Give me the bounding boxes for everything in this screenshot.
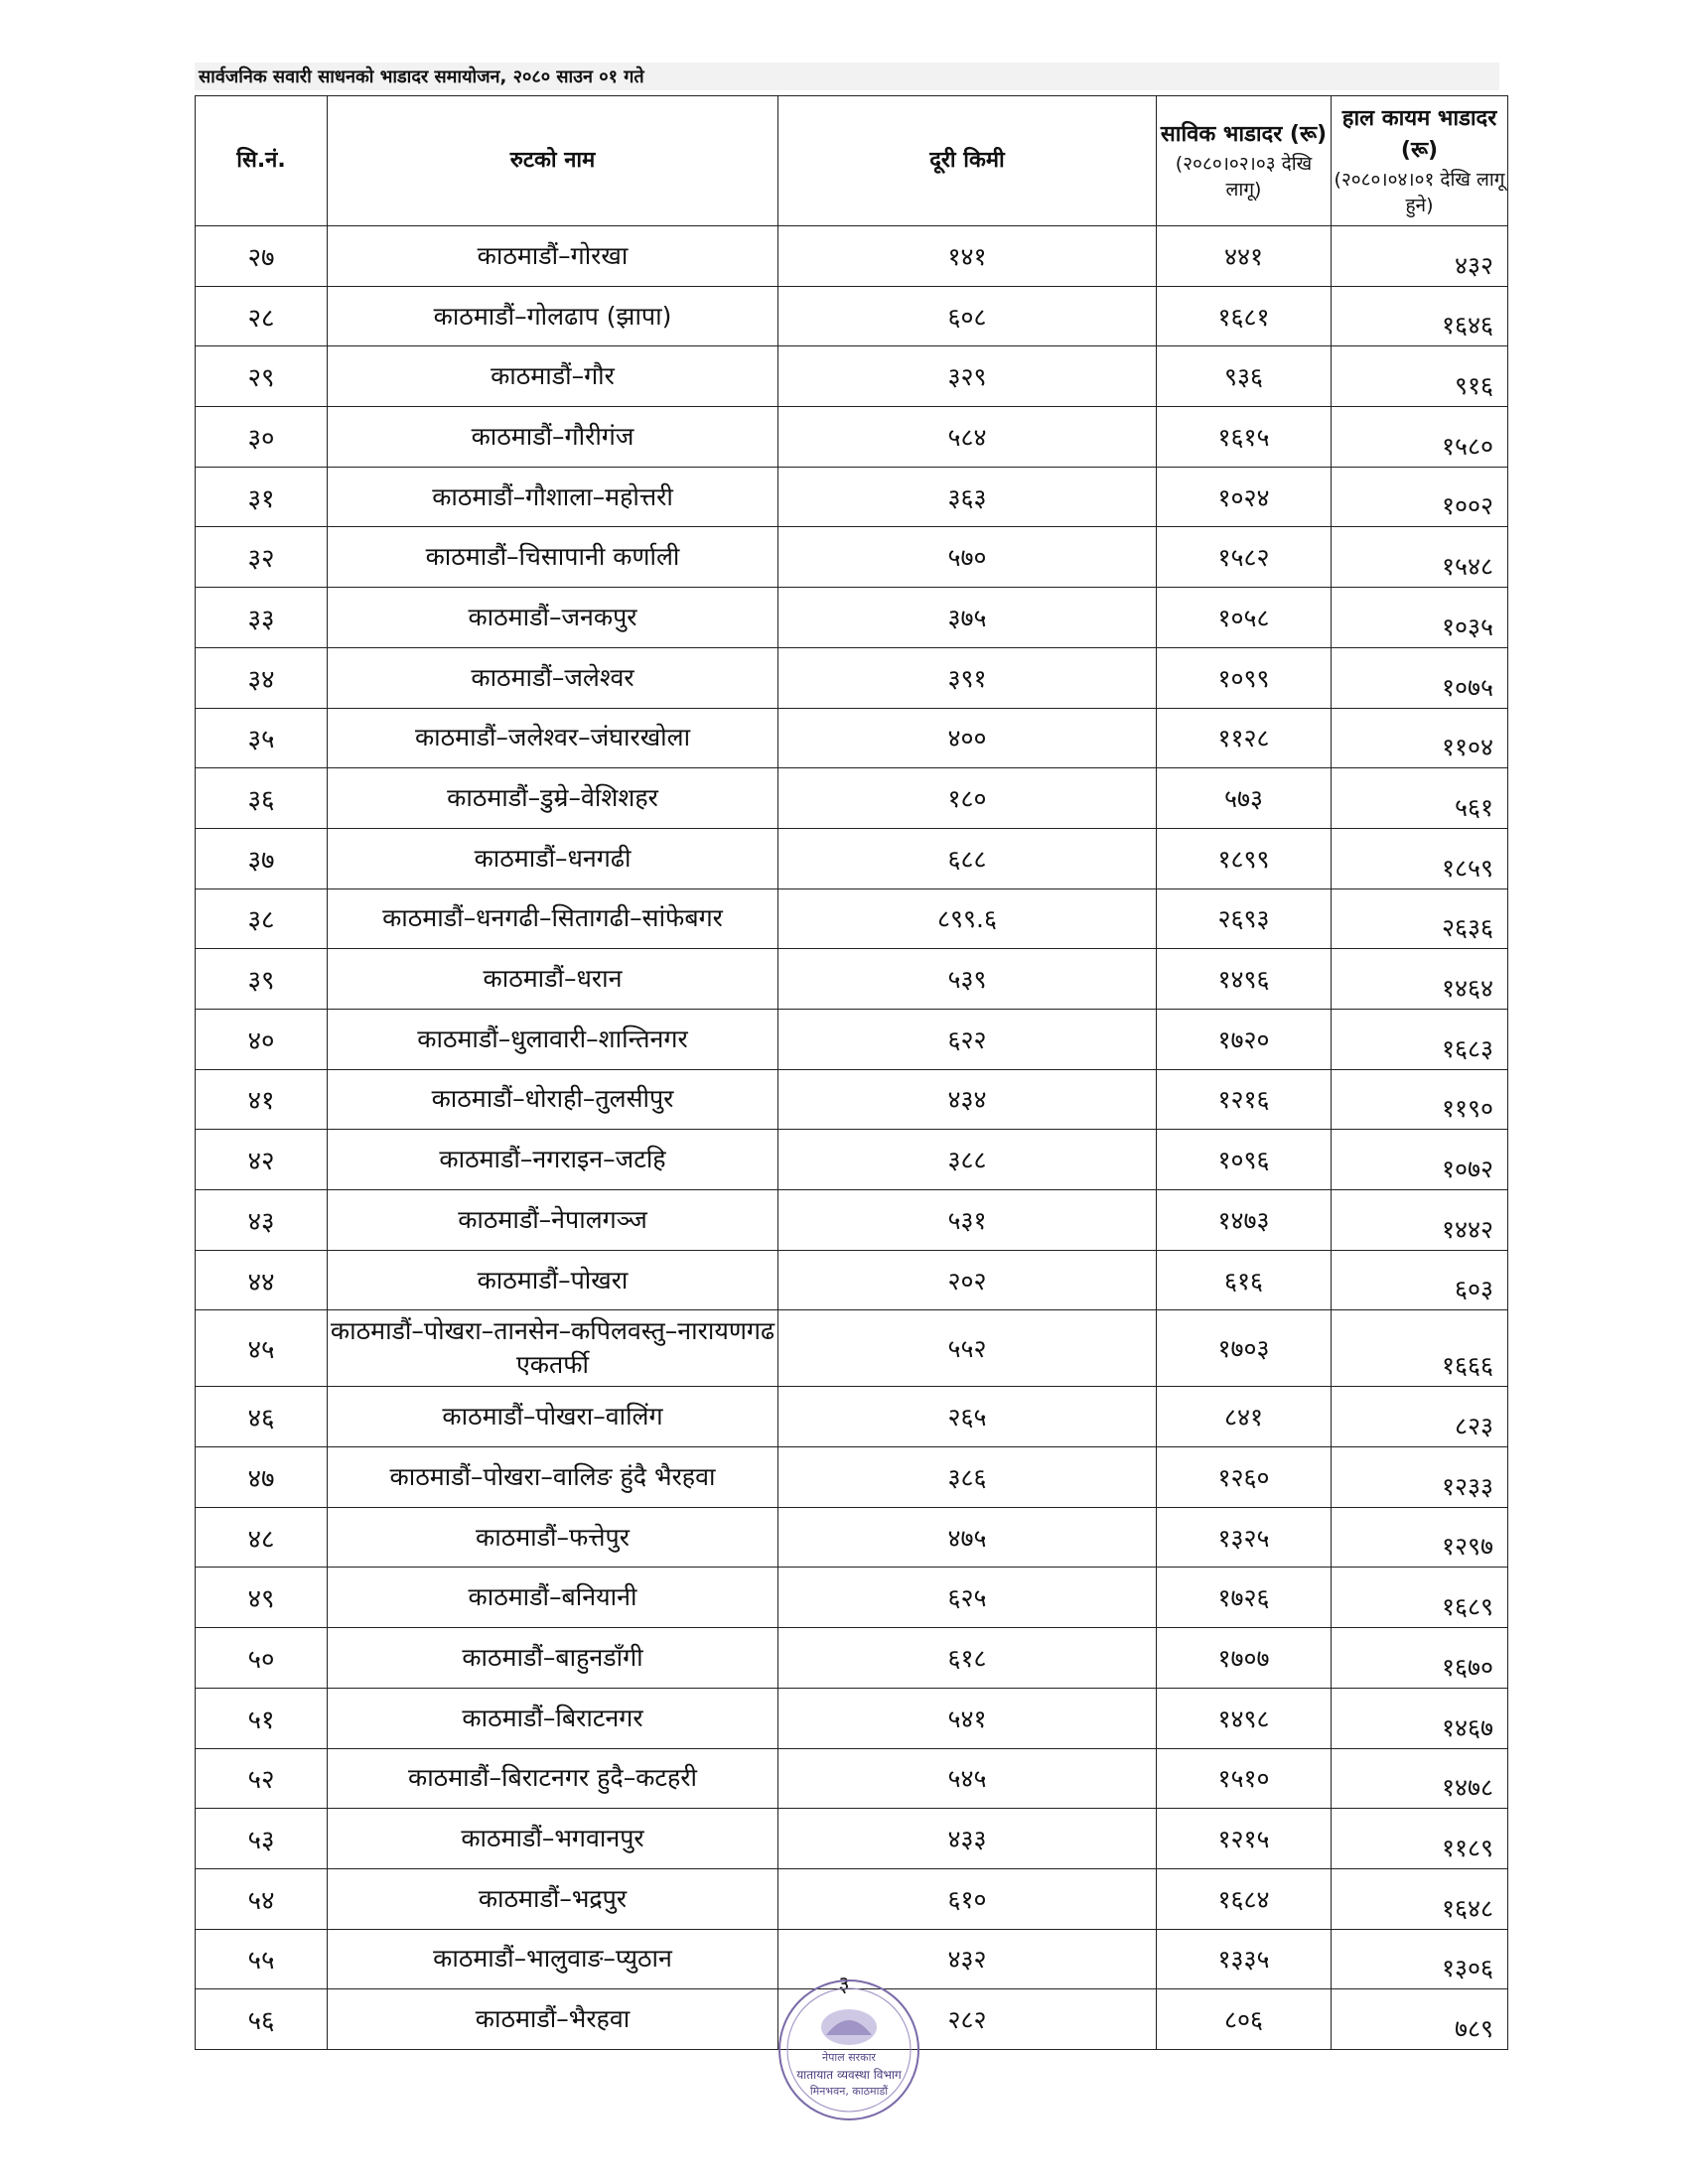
distance-cell: ४३३: [778, 1809, 1157, 1869]
route-name-cell: काठमाडौं–गौर: [328, 346, 778, 407]
table-row: [196, 407, 1508, 468]
current-fare-cell: ६०३: [1332, 1250, 1508, 1310]
table-header-row: [196, 96, 1508, 226]
table-row: [196, 1688, 1508, 1748]
current-fare-cell: १८५९: [1332, 828, 1508, 888]
current-fare-cell: १२९७: [1332, 1507, 1508, 1568]
page-header-title: सार्वजनिक सवारी साधनको भाडादर समायोजन, २०८० साउन ०१ गते: [199, 67, 644, 87]
table-row: [196, 1130, 1508, 1190]
current-fare-subtitle: (२०८०।०४।०१ देखि लागू हुने): [1334, 169, 1505, 216]
previous-fare-cell: १०९९: [1157, 647, 1332, 708]
current-fare-cell: १०३५: [1332, 588, 1508, 648]
current-fare-cell: ११९०: [1332, 1069, 1508, 1130]
current-fare-cell: १६७०: [1332, 1628, 1508, 1689]
table-row: [196, 286, 1508, 346]
current-fare-cell: १५४८: [1332, 527, 1508, 588]
serial-number-cell: ३१: [196, 467, 328, 527]
table-row: [196, 1190, 1508, 1251]
distance-cell: ५७०: [778, 527, 1157, 588]
table-row: [196, 1748, 1508, 1809]
current-fare-cell: १००२: [1332, 467, 1508, 527]
current-fare-cell: १६४६: [1332, 286, 1508, 346]
serial-number-cell: ३९: [196, 949, 328, 1010]
serial-number-cell: २७: [196, 226, 328, 287]
route-name-cell: काठमाडौं–गोरखा: [328, 226, 778, 287]
table-row: [196, 346, 1508, 407]
previous-fare-cell: १२१६: [1157, 1069, 1332, 1130]
serial-number-cell: ५६: [196, 1989, 328, 2050]
table-row: [196, 1447, 1508, 1508]
route-name-cell: काठमाडौं–धरान: [328, 949, 778, 1010]
previous-fare-cell: १०९६: [1157, 1130, 1332, 1190]
serial-number-cell: ३५: [196, 708, 328, 768]
table-row: [196, 1387, 1508, 1447]
distance-cell: ३९१: [778, 647, 1157, 708]
distance-cell: १८०: [778, 768, 1157, 829]
previous-fare-cell: १२१५: [1157, 1809, 1332, 1869]
route-name-cell: काठमाडौं–जलेश्वर–जंघारखोला: [328, 708, 778, 768]
route-name-cell: काठमाडौं–धनगढी: [328, 828, 778, 888]
route-name-cell: काठमाडौं–बिराटनगर हुदै–कटहरी: [328, 1748, 778, 1809]
distance-cell: ६२२: [778, 1009, 1157, 1069]
distance-cell: ५३१: [778, 1190, 1157, 1251]
serial-number-cell: ४७: [196, 1447, 328, 1508]
serial-number-cell: ३२: [196, 527, 328, 588]
route-name-cell: काठमाडौं–गौरीगंज: [328, 407, 778, 468]
route-name-cell: काठमाडौं–भालुवाङ–प्युठान: [328, 1929, 778, 1989]
table-row: [196, 768, 1508, 829]
serial-number-cell: ४९: [196, 1568, 328, 1628]
serial-number-cell: ४२: [196, 1130, 328, 1190]
column-header-previous-fare: [1157, 96, 1332, 226]
previous-fare-cell: १६१५: [1157, 407, 1332, 468]
previous-fare-cell: १२६०: [1157, 1447, 1332, 1508]
route-name-cell: काठमाडौं–डुम्रे–वेशिशहर: [328, 768, 778, 829]
current-fare-cell: १३०६: [1332, 1929, 1508, 1989]
table-row: [196, 527, 1508, 588]
serial-number-cell: ४५: [196, 1310, 328, 1387]
serial-number-cell: ४०: [196, 1009, 328, 1069]
table-row: [196, 1310, 1508, 1387]
distance-cell: ४७५: [778, 1507, 1157, 1568]
current-fare-cell: ८२३: [1332, 1387, 1508, 1447]
table-row: [196, 949, 1508, 1010]
distance-cell: ४३२: [778, 1929, 1157, 1989]
current-fare-cell: ९१६: [1332, 346, 1508, 407]
previous-fare-cell: १०२४: [1157, 467, 1332, 527]
table-row: [196, 888, 1508, 949]
table-row: [196, 467, 1508, 527]
serial-number-cell: ४८: [196, 1507, 328, 1568]
previous-fare-cell: १७०३: [1157, 1310, 1332, 1387]
seal-line-3: मिनभवन, काठमाडौं: [809, 2085, 889, 2098]
distance-cell: ५८४: [778, 407, 1157, 468]
distance-cell: ४३४: [778, 1069, 1157, 1130]
route-name-cell: काठमाडौं–धोराही–तुलसीपुर: [328, 1069, 778, 1130]
route-name-cell: काठमाडौं–पोखरा: [328, 1250, 778, 1310]
serial-number-cell: ३३: [196, 588, 328, 648]
previous-fare-cell: १४९८: [1157, 1688, 1332, 1748]
route-name-cell: काठमाडौं–फत्तेपुर: [328, 1507, 778, 1568]
distance-cell: ३७५: [778, 588, 1157, 648]
current-fare-cell: ५६१: [1332, 768, 1508, 829]
current-fare-cell: १०७२: [1332, 1130, 1508, 1190]
table-row: [196, 708, 1508, 768]
route-name-cell: काठमाडौं–बाहुनडाँगी: [328, 1628, 778, 1689]
current-fare-cell: १०७५: [1332, 647, 1508, 708]
table-row: [196, 647, 1508, 708]
previous-fare-cell: १३२५: [1157, 1507, 1332, 1568]
current-fare-cell: १६८३: [1332, 1009, 1508, 1069]
previous-fare-cell: ८०६: [1157, 1989, 1332, 2050]
table-row: [196, 828, 1508, 888]
serial-number-cell: २९: [196, 346, 328, 407]
table-row: [196, 1568, 1508, 1628]
distance-cell: ८९९.६: [778, 888, 1157, 949]
table-row: [196, 1809, 1508, 1869]
table-row: [196, 588, 1508, 648]
route-name-cell: काठमाडौं–पोखरा–वालिङ हुंदै भैरहवा: [328, 1447, 778, 1508]
route-name-cell: काठमाडौं–पोखरा–वालिंग: [328, 1387, 778, 1447]
previous-fare-cell: २६९३: [1157, 888, 1332, 949]
previous-fare-cell: १७२०: [1157, 1009, 1332, 1069]
current-fare-cell: १६४८: [1332, 1868, 1508, 1929]
route-name-cell: काठमाडौं–नगराइन–जटहि: [328, 1130, 778, 1190]
serial-number-cell: ३६: [196, 768, 328, 829]
serial-number-cell: ५२: [196, 1748, 328, 1809]
serial-number-cell: ४६: [196, 1387, 328, 1447]
previous-fare-cell: ९३६: [1157, 346, 1332, 407]
column-header-sn: सि.नं.: [196, 96, 328, 226]
distance-cell: ५३९: [778, 949, 1157, 1010]
previous-fare-cell: १५८२: [1157, 527, 1332, 588]
current-fare-title: हाल कायम भाडादर (रू): [1341, 106, 1497, 163]
serial-number-cell: ३०: [196, 407, 328, 468]
distance-cell: ६८८: [778, 828, 1157, 888]
table-row: [196, 1868, 1508, 1929]
distance-cell: ६१८: [778, 1628, 1157, 1689]
previous-fare-cell: १५१०: [1157, 1748, 1332, 1809]
route-name-cell: काठमाडौं–जनकपुर: [328, 588, 778, 648]
serial-number-cell: ४३: [196, 1190, 328, 1251]
route-name-cell: काठमाडौं–पोखरा–तानसेन–कपिलवस्तु–नारायणगढ एकतर्फी: [328, 1310, 778, 1387]
current-fare-cell: १४६४: [1332, 949, 1508, 1010]
distance-cell: ३८८: [778, 1130, 1157, 1190]
current-fare-cell: ११८९: [1332, 1809, 1508, 1869]
route-name-cell: काठमाडौं–चिसापानी कर्णाली: [328, 527, 778, 588]
route-name-cell: काठमाडौं–गोलढाप (झापा): [328, 286, 778, 346]
seal-line-2: यातायात व्यवस्था विभाग: [796, 2068, 902, 2082]
previous-fare-cell: १८९९: [1157, 828, 1332, 888]
previous-fare-cell: ६१६: [1157, 1250, 1332, 1310]
serial-number-cell: ५५: [196, 1929, 328, 1989]
serial-number-cell: ३४: [196, 647, 328, 708]
distance-cell: ६२५: [778, 1568, 1157, 1628]
current-fare-cell: ७८९: [1332, 1989, 1508, 2050]
column-header-distance: दूरी किमी: [778, 96, 1157, 226]
distance-cell: ३८६: [778, 1447, 1157, 1508]
previous-fare-cell: १०५८: [1157, 588, 1332, 648]
serial-number-cell: ३७: [196, 828, 328, 888]
serial-number-cell: २८: [196, 286, 328, 346]
current-fare-cell: १६८९: [1332, 1568, 1508, 1628]
distance-cell: ५४५: [778, 1748, 1157, 1809]
distance-cell: २८२: [778, 1989, 1157, 2050]
table-body: [196, 226, 1508, 2050]
table-row: [196, 1628, 1508, 1689]
distance-cell: ३२९: [778, 346, 1157, 407]
serial-number-cell: ३८: [196, 888, 328, 949]
distance-cell: ४००: [778, 708, 1157, 768]
serial-number-cell: ५३: [196, 1809, 328, 1869]
current-fare-cell: १४४२: [1332, 1190, 1508, 1251]
distance-cell: ३६३: [778, 467, 1157, 527]
distance-cell: २६५: [778, 1387, 1157, 1447]
route-name-cell: काठमाडौं–बिराटनगर: [328, 1688, 778, 1748]
column-header-current-fare: [1332, 96, 1508, 226]
previous-fare-cell: १७२६: [1157, 1568, 1332, 1628]
distance-cell: ६१०: [778, 1868, 1157, 1929]
serial-number-cell: ५१: [196, 1688, 328, 1748]
previous-fare-cell: ५७३: [1157, 768, 1332, 829]
current-fare-cell: १५८०: [1332, 407, 1508, 468]
seal-line-1: नेपाल सरकार: [822, 2051, 876, 2064]
previous-fare-cell: १४९६: [1157, 949, 1332, 1010]
previous-fare-cell: ४४१: [1157, 226, 1332, 287]
current-fare-cell: ११०४: [1332, 708, 1508, 768]
current-fare-cell: २६३६: [1332, 888, 1508, 949]
table-row: [196, 1250, 1508, 1310]
previous-fare-cell: १७०७: [1157, 1628, 1332, 1689]
distance-cell: ५५२: [778, 1310, 1157, 1387]
previous-fare-cell: ८४१: [1157, 1387, 1332, 1447]
government-seal-icon: [774, 1976, 923, 2124]
distance-cell: ६०८: [778, 286, 1157, 346]
table-row: [196, 1069, 1508, 1130]
distance-cell: ५४१: [778, 1688, 1157, 1748]
table-row: [196, 1507, 1508, 1568]
previous-fare-cell: १६८१: [1157, 286, 1332, 346]
route-name-cell: काठमाडौं–जलेश्वर: [328, 647, 778, 708]
current-fare-cell: १२३३: [1332, 1447, 1508, 1508]
current-fare-cell: ४३२: [1332, 226, 1508, 287]
serial-number-cell: ५०: [196, 1628, 328, 1689]
current-fare-cell: १४७८: [1332, 1748, 1508, 1809]
serial-number-cell: ५४: [196, 1868, 328, 1929]
previous-fare-subtitle: (२०८०।०२।०३ देखि लागू): [1175, 153, 1313, 201]
route-name-cell: काठमाडौं–गौशाला–महोत्तरी: [328, 467, 778, 527]
current-fare-cell: १४६७: [1332, 1688, 1508, 1748]
page-number: ३: [838, 1973, 850, 1997]
distance-cell: १४१: [778, 226, 1157, 287]
previous-fare-title: साविक भाडादर (रू): [1160, 122, 1328, 147]
route-name-cell: काठमाडौं–नेपालगञ्ज: [328, 1190, 778, 1251]
route-name-cell: काठमाडौं–बनियानी: [328, 1568, 778, 1628]
previous-fare-cell: १३३५: [1157, 1929, 1332, 1989]
serial-number-cell: ४१: [196, 1069, 328, 1130]
distance-cell: २०२: [778, 1250, 1157, 1310]
fare-table: [195, 95, 1508, 2050]
current-fare-cell: १६६६: [1332, 1310, 1508, 1387]
column-header-route: रुटको नाम: [328, 96, 778, 226]
previous-fare-cell: ११२८: [1157, 708, 1332, 768]
route-name-cell: काठमाडौं–भैरहवा: [328, 1989, 778, 2050]
table-row: [196, 226, 1508, 287]
route-name-cell: काठमाडौं–भद्रपुर: [328, 1868, 778, 1929]
route-name-cell: काठमाडौं–धनगढी–सितागढी–सांफेबगर: [328, 888, 778, 949]
previous-fare-cell: १४७३: [1157, 1190, 1332, 1251]
table-row: [196, 1009, 1508, 1069]
route-name-cell: काठमाडौं–धुलावारी–शान्तिनगर: [328, 1009, 778, 1069]
route-name-cell: काठमाडौं–भगवानपुर: [328, 1809, 778, 1869]
serial-number-cell: ४४: [196, 1250, 328, 1310]
previous-fare-cell: १६८४: [1157, 1868, 1332, 1929]
